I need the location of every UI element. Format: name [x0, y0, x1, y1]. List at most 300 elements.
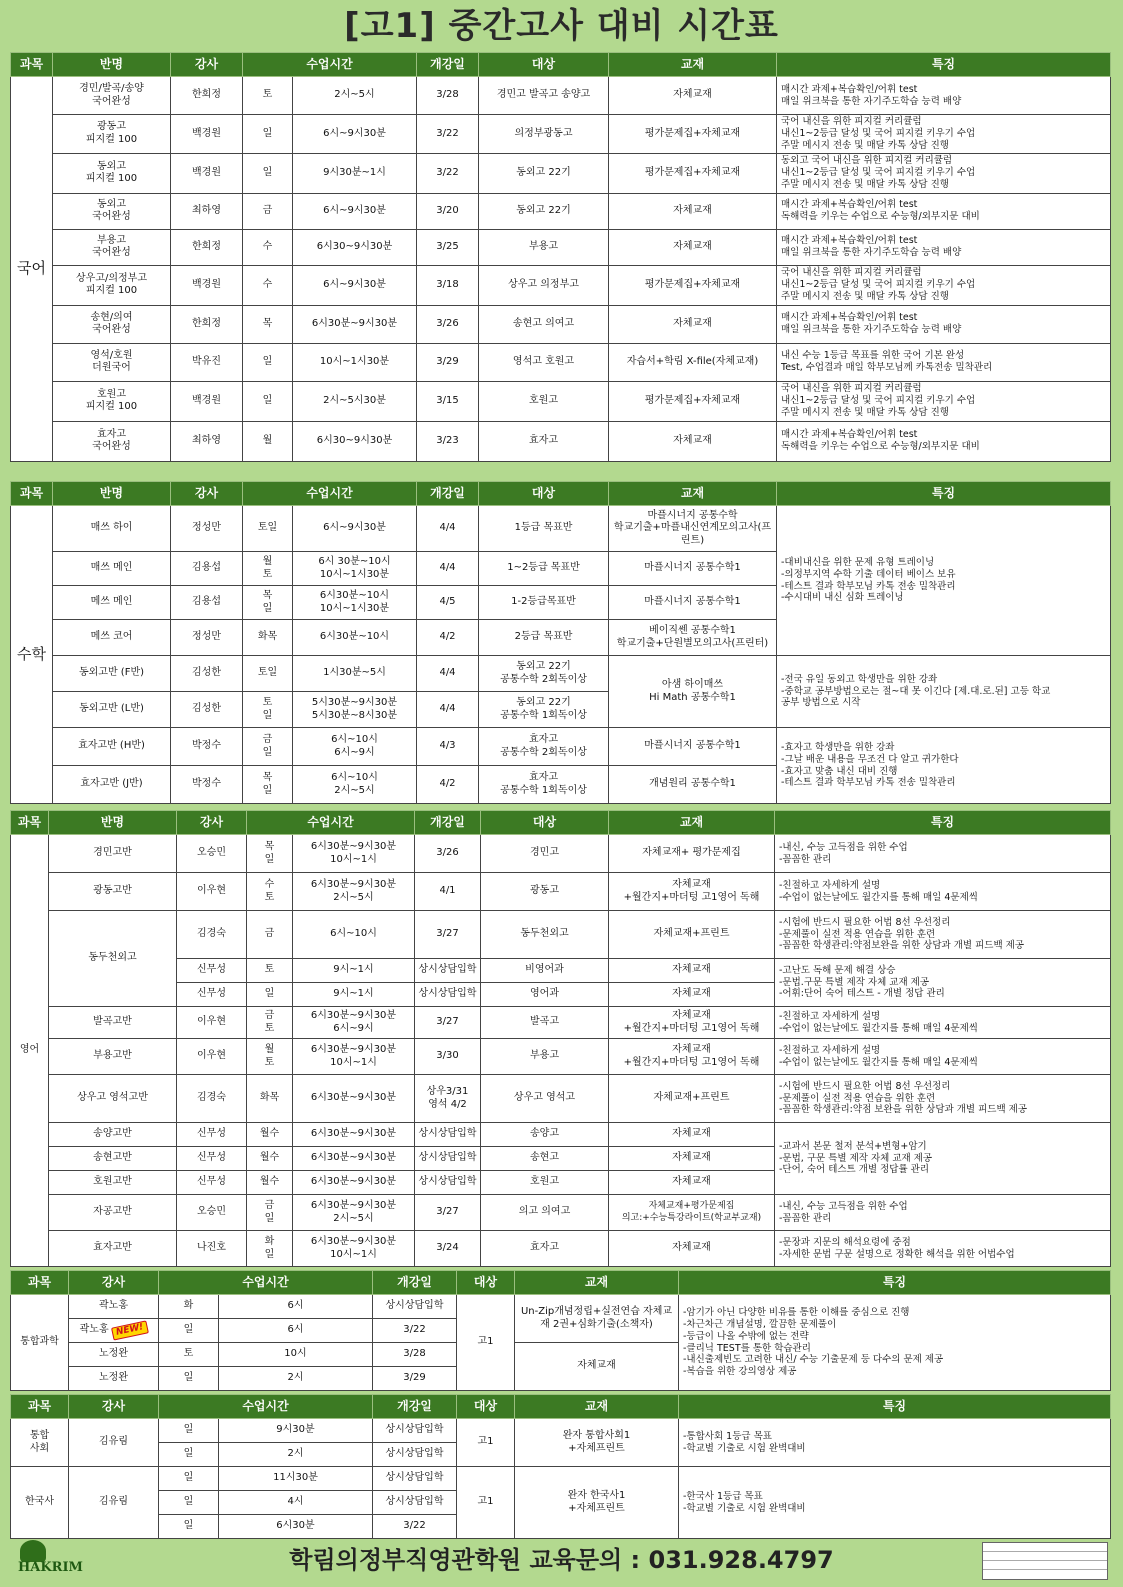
class-cell: 동외고반 (L반): [53, 692, 171, 728]
start-cell: 4/5: [417, 586, 479, 620]
day-cell: 수: [243, 265, 293, 305]
time-cell: 6시~10시: [293, 911, 415, 959]
subject-cell: 통합 사회: [11, 1419, 69, 1467]
table-row: [11, 1231, 1111, 1267]
header-class: 반명: [53, 482, 171, 506]
time-cell: 6시~9시30분: [293, 506, 417, 552]
time-cell: 6시30분: [219, 1515, 373, 1539]
header-class: 반명: [53, 53, 171, 77]
class-cell: 효자고반 (J반): [53, 766, 171, 804]
book-cell: 자체교재: [609, 983, 775, 1007]
start-cell: 4/4: [417, 692, 479, 728]
table-row: [11, 1075, 1111, 1123]
book-cell: 개념원리 공통수학1: [609, 766, 777, 804]
book-cell: 마플시너지 공통수학1: [609, 728, 777, 766]
feature-cell: -대비내신을 위한 문제 유형 트레이닝 -의정부지역 수학 기출 데이터 베이스 보유 -테스트 결과 학부모님 카톡 전송 밀착관리 -수시대비 내신 심화 트레이닝: [777, 506, 1111, 656]
time-cell: 6시30분~9시30분: [293, 1075, 415, 1123]
target-cell: 효자고: [481, 1231, 609, 1267]
day-cell: 일: [159, 1467, 219, 1491]
table-row: [11, 305, 1111, 343]
day-cell: 일: [243, 115, 293, 154]
table-row: [11, 835, 1111, 873]
teacher-cell: 김성한: [171, 656, 243, 692]
class-cell: 효자고 국어완성: [53, 421, 171, 461]
target-cell: 호원고: [479, 381, 609, 421]
table-row: [11, 229, 1111, 265]
science-header: [11, 1271, 1111, 1295]
day-cell: 일: [159, 1367, 219, 1391]
header-target: 대상: [479, 482, 609, 506]
feature-cell: -문장과 지문의 해석요령에 중점 -자세한 문법 구문 설명으로 정확한 해석을 위한 어법수업: [775, 1231, 1111, 1267]
header-target: 대상: [479, 53, 609, 77]
start-cell: 상시상담입학: [415, 1147, 481, 1171]
teacher-cell: 백경원: [171, 265, 243, 305]
target-cell: 고1: [457, 1419, 515, 1467]
class-cell: 동두천외고: [49, 911, 177, 1007]
time-cell: 10시: [219, 1343, 373, 1367]
table-row: [11, 911, 1111, 959]
day-cell: 일: [243, 153, 293, 193]
feature-cell: 동외고 국어 내신을 위한 피지컬 커리큘럼 내신1~2등급 달성 및 국어 피지컬 키우기 수업 주말 메시지 전송 및 매달 카톡 상담 진행: [777, 153, 1111, 193]
math-table: [10, 481, 1111, 804]
header-feature: 특징: [679, 1271, 1111, 1295]
book-cell: 평가문제집+자체교재: [609, 153, 777, 193]
time-cell: 2시~5시: [293, 77, 417, 115]
target-cell: 비영어과: [481, 959, 609, 983]
start-cell: 4/2: [417, 620, 479, 656]
start-cell: 3/27: [415, 1007, 481, 1039]
english-table: [10, 810, 1111, 1267]
target-cell: 경민고 발곡고 송양고: [479, 77, 609, 115]
start-cell: 4/4: [417, 552, 479, 586]
teacher-cell: 신무성: [177, 983, 247, 1007]
table-row: [11, 873, 1111, 911]
header-teacher: 강사: [171, 53, 243, 77]
target-cell: 고1: [457, 1467, 515, 1539]
teacher-cell: 최하영: [171, 193, 243, 229]
start-cell: 3/29: [417, 343, 479, 381]
book-cell: 마플시너지 공통수학 학교기출+마플내신연계모의고사(프린트): [609, 506, 777, 552]
feature-cell: -고난도 독해 문제 해결 상승 -문법.구문 특별 제작 자체 교재 제공 -어휘:단어 숙어 테스트 - 개별 정답 관리: [775, 959, 1111, 1007]
time-cell: 6시30분~9시30분 10시~1시: [293, 835, 415, 873]
time-cell: 6시30분~9시30분 6시~9시: [293, 1007, 415, 1039]
start-cell: 4/2: [417, 766, 479, 804]
target-cell: 1등급 목표반: [479, 506, 609, 552]
class-cell: 메쓰 메인: [53, 586, 171, 620]
class-cell: 광동고 피지컬 100: [53, 115, 171, 154]
header-feature: 특징: [777, 482, 1111, 506]
class-cell: 호원고반: [49, 1171, 177, 1195]
header-target: 대상: [457, 1271, 515, 1295]
day-cell: 목 일: [247, 835, 293, 873]
teacher-cell: 김유림: [69, 1467, 159, 1539]
teacher-cell: 이우현: [177, 1039, 247, 1075]
table-row: [11, 153, 1111, 193]
day-cell: 금: [243, 193, 293, 229]
teacher-cell: 오승민: [177, 835, 247, 873]
time-cell: 11시30분: [219, 1467, 373, 1491]
header-book: 교재: [609, 482, 777, 506]
class-cell: 경민고반: [49, 835, 177, 873]
teacher-name: 곽노홍: [79, 1323, 109, 1335]
header-class: 반명: [49, 811, 177, 835]
target-cell: 의정부광동고: [479, 115, 609, 154]
header-subject: 과목: [11, 1395, 69, 1419]
target-cell: 광동고: [481, 873, 609, 911]
day-cell: 수: [243, 229, 293, 265]
contact-info: 학림의정부직영관학원 교육문의 : 031.928.4797: [289, 1546, 834, 1574]
class-cell: 송양고반: [49, 1123, 177, 1147]
book-cell: 자체교재: [609, 1171, 775, 1195]
teacher-cell: 박유진: [171, 343, 243, 381]
day-cell: 화목: [243, 620, 293, 656]
book-cell: 자체교재 +월간지+마더텅 고1영어 독해: [609, 1007, 775, 1039]
header-subject: 과목: [11, 482, 53, 506]
start-cell: 4/1: [415, 873, 481, 911]
target-cell: 고1: [457, 1295, 515, 1391]
teacher-cell: 한희정: [171, 77, 243, 115]
start-cell: 4/4: [417, 506, 479, 552]
english-header: [11, 811, 1111, 835]
header-subject: 과목: [11, 1271, 69, 1295]
class-cell: 경민/발곡/송양 국어완성: [53, 77, 171, 115]
target-cell: 동외고 22기 공통수학 1회독이상: [479, 692, 609, 728]
time-cell: 6시~10시 6시~9시: [293, 728, 417, 766]
time-cell: 2시: [219, 1443, 373, 1467]
logo-text: HAKRIM: [18, 1560, 83, 1575]
target-cell: 동외고 22기: [479, 153, 609, 193]
book-cell: 자체교재+프린트: [609, 911, 775, 959]
book-cell: 자체교재: [609, 1231, 775, 1267]
target-cell: 송양고: [481, 1123, 609, 1147]
day-cell: 토일: [243, 656, 293, 692]
day-cell: 목 일: [243, 586, 293, 620]
header-subject: 과목: [11, 53, 53, 77]
teacher-cell: 이우현: [177, 873, 247, 911]
teacher-cell: [69, 1319, 159, 1343]
start-cell: 3/18: [417, 265, 479, 305]
table-row: [11, 193, 1111, 229]
feature-cell: -전국 유일 동외고 학생만을 위한 강좌 -중학교 공부방법으로는 절~대 못 이긴다 [제.대.로.된] 고등 학교 공부 방법으로 시작: [777, 656, 1111, 728]
teacher-cell: 정성만: [171, 620, 243, 656]
table-row: [11, 1123, 1111, 1147]
teacher-cell: 최하영: [171, 421, 243, 461]
target-cell: 2등급 목표반: [479, 620, 609, 656]
header-start: 개강일: [417, 53, 479, 77]
class-cell: 매쓰 하이: [53, 506, 171, 552]
teacher-cell: 김용섭: [171, 552, 243, 586]
teacher-cell: 박정수: [171, 766, 243, 804]
feature-cell: -시험에 반드시 필요한 어법 8선 우선정리 -문제풀이 실전 적용 연습을 위한 훈련 -꼼꼼한 학생관리:약점 보완을 위한 상담과 개별 피드백 제공: [775, 1075, 1111, 1123]
header-book: 교재: [515, 1395, 679, 1419]
table-row: [11, 343, 1111, 381]
day-cell: 금 토: [247, 1007, 293, 1039]
start-cell: 3/20: [417, 193, 479, 229]
teacher-cell: 김성한: [171, 692, 243, 728]
approval-stamp: [982, 1542, 1108, 1580]
feature-cell: 국어 내신을 위한 피지컬 커리큘럼 내신1~2등급 달성 및 국어 피지컬 키우기 수업 주말 메시지 전송 및 매달 카톡 상담 진행: [777, 115, 1111, 154]
teacher-cell: 곽노홍: [69, 1295, 159, 1319]
time-cell: 6시: [219, 1295, 373, 1319]
book-cell: 자습서+학림 X-file(자체교재): [609, 343, 777, 381]
start-cell: 3/24: [415, 1231, 481, 1267]
time-cell: 5시30분~9시30분 5시30분~8시30분: [293, 692, 417, 728]
start-cell: 상시상담입학: [415, 1123, 481, 1147]
subject-cell: 국어: [11, 77, 53, 462]
time-cell: 6시30분~9시30분: [293, 1147, 415, 1171]
book-cell: 완자 한국사1 +자체프린트: [515, 1467, 679, 1539]
teacher-cell: 신무성: [177, 1171, 247, 1195]
start-cell: 3/22: [373, 1319, 457, 1343]
target-cell: 1-2등급목표반: [479, 586, 609, 620]
header-target: 대상: [457, 1395, 515, 1419]
math-header: [11, 482, 1111, 506]
teacher-cell: 백경원: [171, 381, 243, 421]
start-cell: 3/28: [373, 1343, 457, 1367]
day-cell: 화목: [247, 1075, 293, 1123]
start-cell: 3/27: [415, 911, 481, 959]
table-row: [11, 1467, 1111, 1491]
time-cell: 6시 30분~10시 10시~1시30분: [293, 552, 417, 586]
target-cell: 발곡고: [481, 1007, 609, 1039]
feature-cell: -내신, 수능 고득점을 위한 수업 -꼼꼼한 관리: [775, 835, 1111, 873]
header-start: 개강일: [373, 1271, 457, 1295]
class-cell: 동외고반 (F반): [53, 656, 171, 692]
feature-cell: 매시간 과제+복습확인/어휘 test 매일 위크북을 통한 자기주도학습 능력 배양: [777, 77, 1111, 115]
header-time: 수업시간: [247, 811, 415, 835]
target-cell: 송현고: [481, 1147, 609, 1171]
feature-cell: 국어 내신을 위한 피지컬 커리큘럼 내신1~2등급 달성 및 국어 피지컬 키우기 수업 주말 메시지 전송 및 매달 카톡 상담 진행: [777, 381, 1111, 421]
day-cell: 금 일: [243, 728, 293, 766]
feature-cell: 국어 내신을 위한 피지컬 커리큘럼 내신1~2등급 달성 및 국어 피지컬 키우기 수업 주말 메시지 전송 및 매달 카톡 상담 진행: [777, 265, 1111, 305]
time-cell: 9시~1시: [293, 959, 415, 983]
table-row: [11, 1039, 1111, 1075]
header-teacher: 강사: [69, 1395, 159, 1419]
class-cell: 메쓰 코어: [53, 620, 171, 656]
time-cell: 6시30분~9시30분 2시~5시: [293, 873, 415, 911]
day-cell: 수 토: [247, 873, 293, 911]
start-cell: 상시상담입학: [415, 983, 481, 1007]
feature-cell: -교과서 본문 철저 분석+변형+암기 -문법, 구문 특별 제작 자체 교재 제공 -단어, 숙어 테스트 개별 정답률 관리: [775, 1123, 1111, 1195]
class-cell: 송현고반: [49, 1147, 177, 1171]
feature-cell: 매시간 과제+복습확인/어휘 test 매일 위크북을 통한 자기주도학습 능력 배양: [777, 229, 1111, 265]
target-cell: 동외고 22기 공통수학 2회독이상: [479, 656, 609, 692]
time-cell: 6시~10시 2시~5시: [293, 766, 417, 804]
teacher-cell: 신무성: [177, 959, 247, 983]
class-cell: 호원고 피지컬 100: [53, 381, 171, 421]
book-cell: 자체교재: [609, 77, 777, 115]
target-cell: 영석고 호원고: [479, 343, 609, 381]
class-cell: 효자고반 (H반): [53, 728, 171, 766]
start-cell: 3/28: [417, 77, 479, 115]
time-cell: 10시~1시30분: [293, 343, 417, 381]
time-cell: 6시30분~9시30분: [293, 1171, 415, 1195]
table-row: [11, 381, 1111, 421]
day-cell: 일: [159, 1443, 219, 1467]
class-cell: 상우고 영석고반: [49, 1075, 177, 1123]
header-target: 대상: [481, 811, 609, 835]
book-cell: 마플시너지 공통수학1: [609, 552, 777, 586]
header-time: 수업시간: [243, 482, 417, 506]
class-cell: 부용고 국어완성: [53, 229, 171, 265]
start-cell: 3/15: [417, 381, 479, 421]
time-cell: 9시30분~1시: [293, 153, 417, 193]
time-cell: 6시: [219, 1319, 373, 1343]
feature-cell: -한국사 1등급 목표 -학교별 기출로 시험 완벽대비: [679, 1467, 1111, 1539]
feature-cell: -시험에 반드시 필요한 어법 8선 우선정리 -문제풀이 실전 적용 연습을 위한 훈련 -꼼꼼한 학생관리:약점보완을 위한 상담과 개별 피드백 제공: [775, 911, 1111, 959]
class-cell: 동외고 국어완성: [53, 193, 171, 229]
feature-cell: -통합사회 1등급 목표 -학교별 기출로 시험 완벽대비: [679, 1419, 1111, 1467]
header-book: 교재: [609, 811, 775, 835]
start-cell: 3/26: [417, 305, 479, 343]
target-cell: 1~2등급 목표반: [479, 552, 609, 586]
day-cell: 목 일: [243, 766, 293, 804]
target-cell: 호원고: [481, 1171, 609, 1195]
header-teacher: 강사: [69, 1271, 159, 1295]
korean-table: [10, 52, 1111, 462]
book-cell: 완자 통합사회1 +자체프린트: [515, 1419, 679, 1467]
class-cell: 발곡고반: [49, 1007, 177, 1039]
feature-cell: -효자고 학생만을 위한 강좌 -그날 배운 내용을 무조건 다 알고 귀가한다 -효자고 맞춤 내신 대비 진행 -테스트 결과 학부모님 카톡 전송 밀착관리: [777, 728, 1111, 804]
start-cell: 상시상담입학: [415, 1171, 481, 1195]
day-cell: 토: [243, 77, 293, 115]
day-cell: 월수: [247, 1147, 293, 1171]
day-cell: 화 일: [247, 1231, 293, 1267]
book-cell: 평가문제집+자체교재: [609, 381, 777, 421]
book-cell: 자체교재: [609, 193, 777, 229]
teacher-cell: 오승민: [177, 1195, 247, 1231]
book-cell: 자체교재 +월간지+마더텅 고1영어 독해: [609, 1039, 775, 1075]
feature-cell: 내신 수능 1등급 목표를 위한 국어 기본 완성 Test, 수업결과 매일 학부모님께 카톡전송 밀착관리: [777, 343, 1111, 381]
target-cell: 송현고 의여고: [479, 305, 609, 343]
feature-cell: 매시간 과제+복습확인/어휘 test 매일 위크북을 통한 자기주도학습 능력 배양: [777, 305, 1111, 343]
header-start: 개강일: [373, 1395, 457, 1419]
day-cell: 목: [243, 305, 293, 343]
time-cell: 6시~9시30분: [293, 265, 417, 305]
table-row: [11, 1295, 1111, 1319]
day-cell: 토일: [243, 506, 293, 552]
time-cell: 6시30분~10시 10시~1시30분: [293, 586, 417, 620]
start-cell: 상시상담입학: [415, 959, 481, 983]
subject-cell: 통합과학: [11, 1295, 69, 1391]
day-cell: 일: [243, 381, 293, 421]
teacher-cell: 신무성: [177, 1147, 247, 1171]
time-cell: 4시: [219, 1491, 373, 1515]
time-cell: 6시30분~9시30분 2시~5시: [293, 1195, 415, 1231]
time-cell: 6시30분~9시30분 10시~1시: [293, 1231, 415, 1267]
target-cell: 상우고 영석고: [481, 1075, 609, 1123]
day-cell: 토: [247, 959, 293, 983]
teacher-cell: 한희정: [171, 305, 243, 343]
start-cell: 상시상담입학: [373, 1491, 457, 1515]
target-cell: 효자고: [479, 421, 609, 461]
header-book: 교재: [515, 1271, 679, 1295]
start-cell: 3/22: [373, 1515, 457, 1539]
time-cell: 6시~9시30분: [293, 193, 417, 229]
target-cell: 부용고: [481, 1039, 609, 1075]
day-cell: 화: [159, 1295, 219, 1319]
day-cell: 토 일: [243, 692, 293, 728]
book-cell: 자체교재+ 평가문제집: [609, 835, 775, 873]
class-cell: 상우고/의정부고 피지컬 100: [53, 265, 171, 305]
day-cell: 토: [159, 1343, 219, 1367]
start-cell: 3/22: [417, 115, 479, 154]
target-cell: 효자고 공통수학 1회독이상: [479, 766, 609, 804]
time-cell: 1시30분~5시: [293, 656, 417, 692]
subject-cell: 한국사: [11, 1467, 69, 1539]
feature-cell: -친절하고 자세하게 설명 -수업이 없는날에도 월간지를 통해 매일 4문제씩: [775, 1039, 1111, 1075]
target-cell: 동외고 22기: [479, 193, 609, 229]
start-cell: 3/22: [417, 153, 479, 193]
social-header: [11, 1395, 1111, 1419]
start-cell: 상시상담입학: [373, 1467, 457, 1491]
book-cell: 평가문제집+자체교재: [609, 265, 777, 305]
teacher-cell: 정성만: [171, 506, 243, 552]
book-cell: 자체교재+평가문제집 의고:+수능특강라이트(학교부교재): [609, 1195, 775, 1231]
book-cell: 평가문제집+자체교재: [609, 115, 777, 154]
subject-cell: 영어: [11, 835, 49, 1267]
day-cell: 월: [243, 421, 293, 461]
start-cell: 3/29: [373, 1367, 457, 1391]
teacher-cell: 박정수: [171, 728, 243, 766]
class-cell: 광동고반: [49, 873, 177, 911]
feature-cell: -친절하고 자세하게 설명 -수업이 없는날에도 월간지를 통해 매일 4문제씩: [775, 1007, 1111, 1039]
teacher-cell: 노정완: [69, 1367, 159, 1391]
header-feature: 특징: [775, 811, 1111, 835]
teacher-cell: 한희정: [171, 229, 243, 265]
day-cell: 일: [159, 1319, 219, 1343]
teacher-cell: 김경숙: [177, 1075, 247, 1123]
teacher-cell: 김경숙: [177, 911, 247, 959]
day-cell: 월 토: [247, 1039, 293, 1075]
day-cell: 일: [159, 1515, 219, 1539]
feature-cell: -암기가 아닌 다양한 비유를 통한 이해를 중심으로 진행 -차근차근 개념설명, 깔끔한 문제풀이 -등급이 나올 수밖에 없는 전략 -클리닉 TEST를 통한 학습관리 -내신출제빈도 고려한 내신/ 수능 기출문제 등 다수의 문제 제공 -복습을 위한 강의영상 제공: [679, 1295, 1111, 1391]
social-table: [10, 1394, 1111, 1539]
target-cell: 의고 의여고: [481, 1195, 609, 1231]
book-cell: 마플시너지 공통수학1: [609, 586, 777, 620]
subject-cell: 수학: [11, 506, 53, 804]
target-cell: 부용고: [479, 229, 609, 265]
teacher-cell: 백경원: [171, 153, 243, 193]
teacher-cell: 김용섭: [171, 586, 243, 620]
time-cell: 2시: [219, 1367, 373, 1391]
target-cell: 동두천외고: [481, 911, 609, 959]
start-cell: 3/27: [415, 1195, 481, 1231]
start-cell: 상시상담입학: [373, 1419, 457, 1443]
teacher-cell: 이우현: [177, 1007, 247, 1039]
table-row: [11, 728, 1111, 766]
table-row: [11, 1195, 1111, 1231]
class-cell: 자공고반: [49, 1195, 177, 1231]
start-cell: 4/4: [417, 656, 479, 692]
target-cell: 효자고 공통수학 2회독이상: [479, 728, 609, 766]
table-row: [11, 265, 1111, 305]
teacher-cell: 신무성: [177, 1123, 247, 1147]
start-cell: 상우3/31 영석 4/2: [415, 1075, 481, 1123]
class-cell: 동외고 피지컬 100: [53, 153, 171, 193]
time-cell: 2시~5시30분: [293, 381, 417, 421]
book-cell: 자체교재: [609, 959, 775, 983]
time-cell: 6시30분~9시30분: [293, 1123, 415, 1147]
time-cell: 6시30~9시30분: [293, 229, 417, 265]
time-cell: 6시30~9시30분: [293, 421, 417, 461]
start-cell: 3/26: [415, 835, 481, 873]
book-cell: Un-Zip개념정립+실전연습 자체교재 2권+심화기출(소책자): [515, 1295, 679, 1343]
day-cell: 금 일: [247, 1195, 293, 1231]
teacher-cell: 나진호: [177, 1231, 247, 1267]
class-cell: 영석/호원 더원국어: [53, 343, 171, 381]
feature-cell: -내신, 수능 고득점을 위한 수업 -꼼꼼한 관리: [775, 1195, 1111, 1231]
